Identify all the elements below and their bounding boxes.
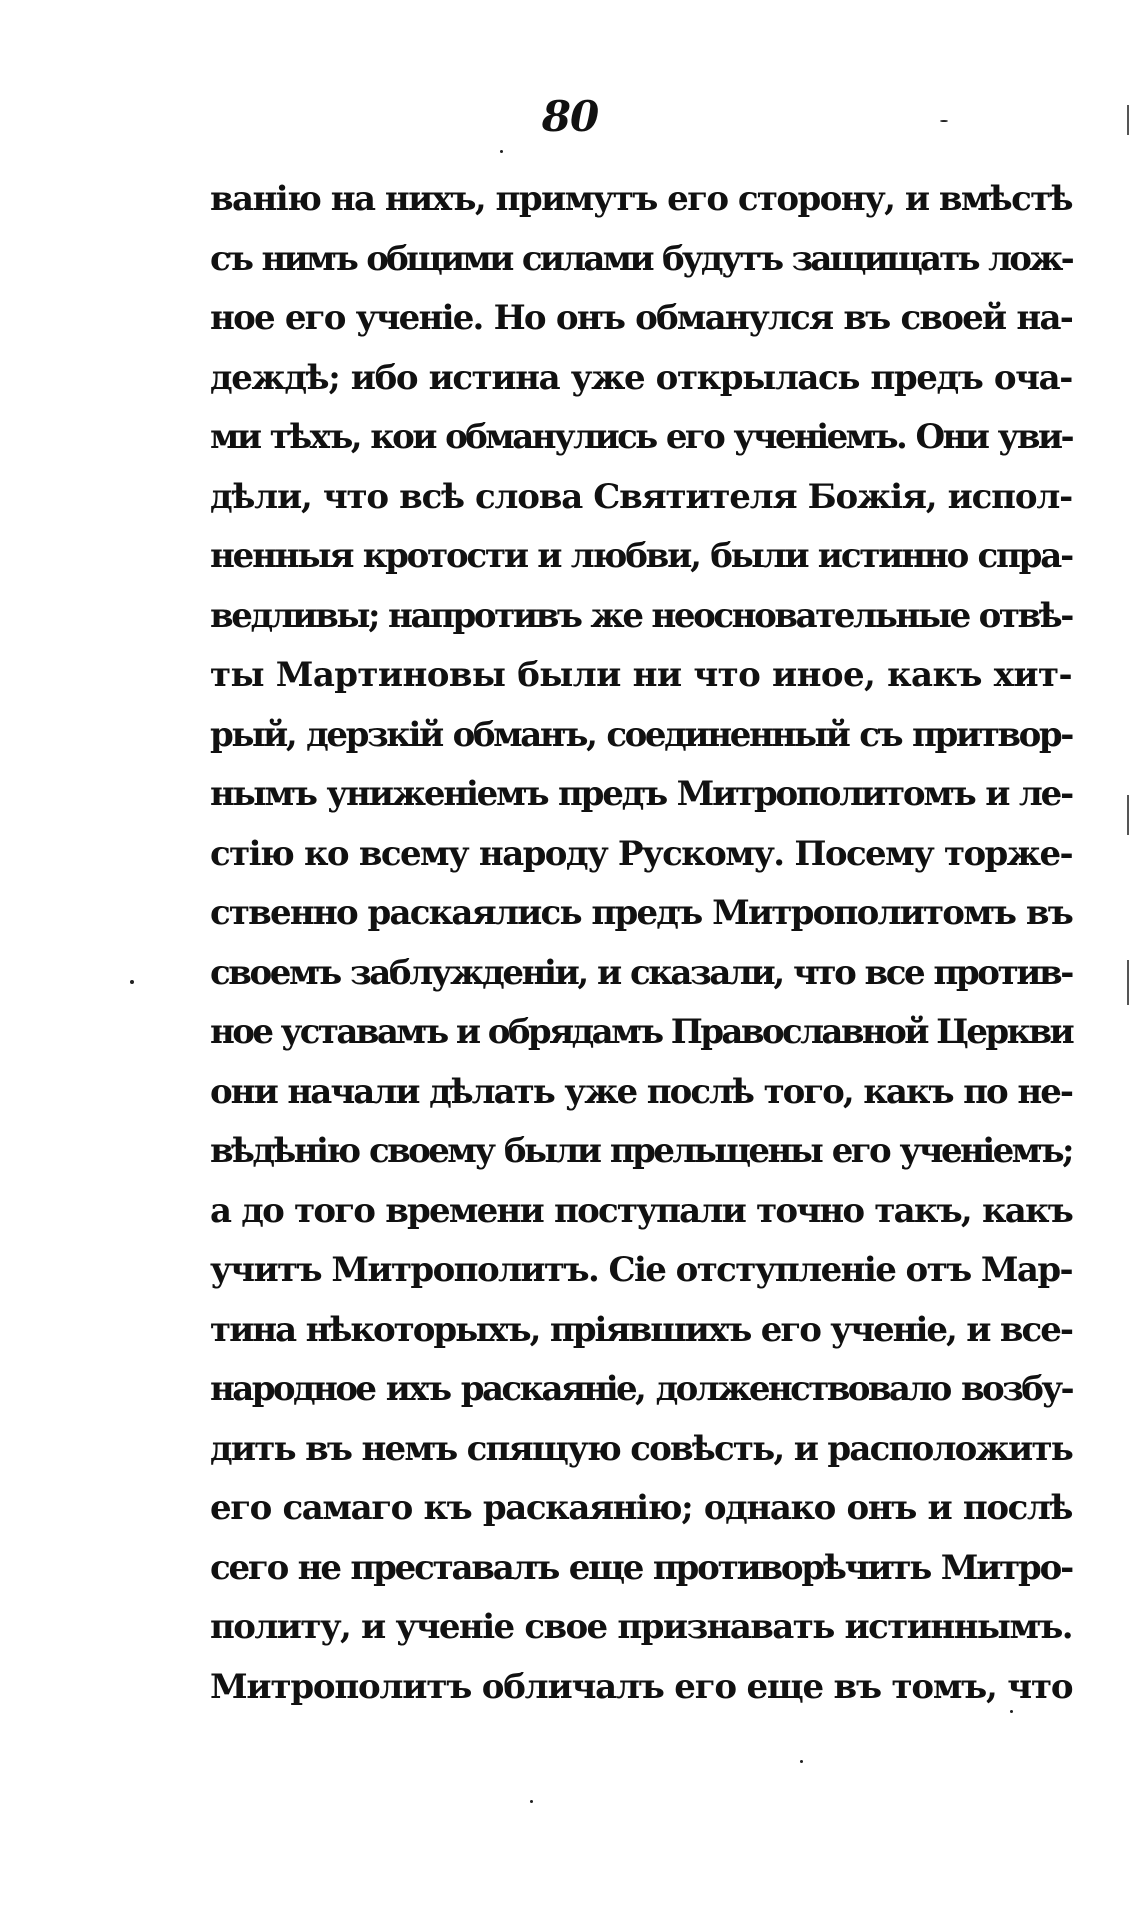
text-line: учитъ Митрополитъ. Сіе отступленіе отъ Мар-: [210, 1250, 1072, 1290]
text-line: тина нѣкоторыхъ, пріявшихъ его ученіе, и все-: [210, 1309, 1072, 1350]
text-line: дѣли, что всѣ слова Святителя Божія, испол-: [210, 476, 1072, 517]
scan-speck: [130, 980, 134, 984]
scan-speck: [940, 120, 948, 122]
scan-speck: [800, 1760, 803, 1763]
text-line: ненныя кротости и любви, были истинно спра-: [210, 536, 1072, 576]
text-line: съ нимъ общими силами будутъ защищать лож-: [210, 238, 1072, 279]
text-line: сего не преставалъ еще противорѣчить Митро-: [210, 1547, 1072, 1588]
text-line: Митрополитъ обличалъ его еще въ томъ, что: [210, 1666, 1073, 1707]
text-line: деждѣ; ибо истина уже открылась предъ оча-: [210, 357, 1072, 398]
text-line: народное ихъ раскаяніе, долженствовало возбу-: [210, 1369, 1072, 1409]
text-line: стію ко всему народу Рускому. Посему торже-: [210, 833, 1072, 874]
text-line: политу, и ученіе свое признавать истиннымъ.: [210, 1607, 1072, 1647]
text-line: своемъ заблужденіи, и сказали, что все против-: [210, 952, 1072, 993]
text-line: ты Мартиновы были ни что иное, какъ хит-: [210, 655, 1072, 695]
scan-speck: [530, 1800, 533, 1803]
text-line: они начали дѣлать уже послѣ того, какъ по не-: [210, 1071, 1072, 1112]
scan-edge-mark: [1127, 960, 1129, 1005]
scan-speck: [1010, 1710, 1013, 1713]
text-line: его самаго къ раскаянію; однако онъ и послѣ: [210, 1488, 1072, 1528]
text-line: вѣдѣнію своему были прельщены его ученіемъ;: [210, 1131, 1072, 1171]
text-line: ное его ученіе. Но онъ обманулся въ своей на-: [210, 298, 1072, 338]
text-line: ственно раскаялись предъ Митрополитомъ въ: [210, 893, 1072, 933]
text-line: нымъ униженіемъ предъ Митрополитомъ и ле-: [210, 774, 1072, 814]
scan-edge-mark: [1127, 795, 1129, 835]
text-line: а до того времени поступали точно такъ, какъ: [210, 1190, 1072, 1231]
text-line: ное уставамъ и обрядамъ Православной Церкви: [210, 1012, 1073, 1052]
text-line: рый, дерзкій обманъ, соединенный съ притвор-: [210, 714, 1072, 755]
text-line: дить въ немъ спящую совѣсть, и расположить: [210, 1428, 1072, 1469]
page-number: 80: [541, 92, 599, 141]
text-line: ми тѣхъ, кои обманулись его ученіемъ. Они уви-: [210, 417, 1072, 457]
text-line: ведливы; напротивъ же неосновательные отвѣ-: [210, 595, 1072, 636]
body-text: [210, 170, 1072, 1717]
scan-speck: [500, 150, 503, 153]
text-line: ванію на нихъ, примутъ его сторону, и вмѣстѣ: [210, 179, 1072, 219]
scan-edge-mark: [1127, 105, 1129, 135]
